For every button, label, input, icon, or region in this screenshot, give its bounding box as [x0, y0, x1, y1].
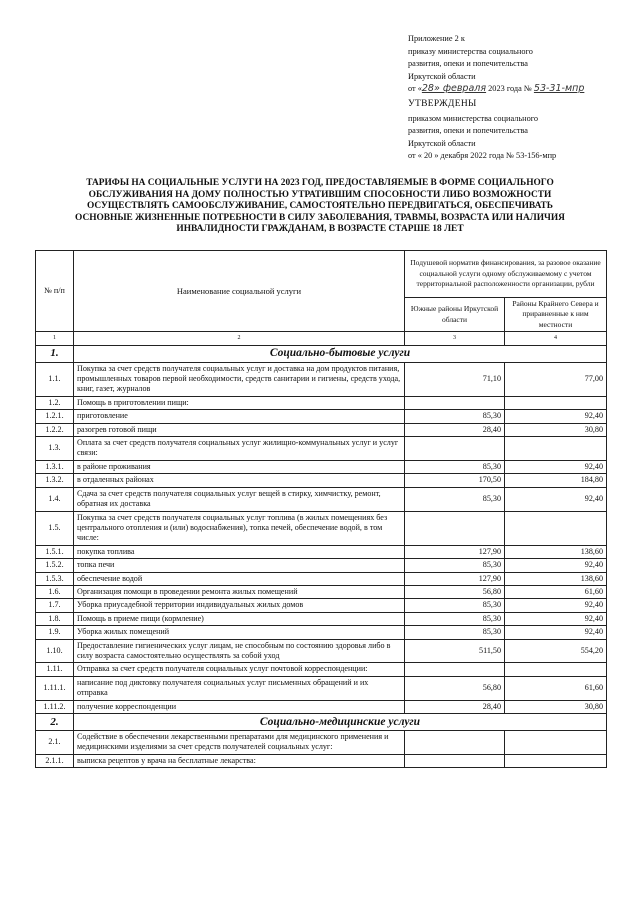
tariff-north	[505, 663, 607, 676]
section-number: 1.	[36, 345, 74, 362]
tariff-north: 554,20	[505, 639, 607, 663]
tariff-north: 92,40	[505, 612, 607, 625]
tariffs-table	[35, 250, 607, 768]
tariff-north	[505, 511, 607, 545]
tariff-south	[405, 437, 505, 461]
tariff-north: 92,40	[505, 487, 607, 511]
table-row	[36, 511, 607, 545]
service-name: получение корреспонденции	[74, 700, 405, 713]
table-row	[36, 437, 607, 461]
column-index: 3	[405, 332, 505, 345]
tariff-south: 28,40	[405, 423, 505, 436]
section-title: Социально-бытовые услуги	[74, 345, 607, 362]
tariff-south: 127,90	[405, 572, 505, 585]
row-number: 1.5.3.	[36, 572, 74, 585]
row-number: 1.5.2.	[36, 559, 74, 572]
service-name: Покупка за счет средств получателя социальных услуг топлива (в жилых помещениях без центрального отопления и (или) водоснабжения), топка печей, обеспечение водой, в том числе:	[74, 511, 405, 545]
approved-line: развития, опеки и попечительства	[408, 126, 528, 136]
appendix-line: развития, опеки и попечительства	[408, 59, 528, 69]
column-index: 4	[505, 332, 607, 345]
tariff-south: 56,80	[405, 676, 505, 700]
tariff-north: 61,60	[505, 676, 607, 700]
row-number: 1.3.2.	[36, 474, 74, 487]
tariff-south: 85,30	[405, 626, 505, 639]
appendix-line: Приложение 2 к	[408, 34, 465, 43]
table-row	[36, 612, 607, 625]
table-row	[36, 474, 607, 487]
header-south: Южные районы Иркутской области	[405, 298, 505, 332]
section-1-rows	[36, 362, 607, 713]
tariff-south: 71,10	[405, 362, 505, 396]
tariff-south: 85,30	[405, 599, 505, 612]
tariff-north: 184,80	[505, 474, 607, 487]
service-name: Предоставление гигиенических услуг лицам, не способным по состоянию здоровья либо в силу возраста самостоятельно осуществлять за собой уход	[74, 639, 405, 663]
service-name: Сдача за счет средств получателя социальных услуг вещей в стирку, химчистку, ремонт, обратная их доставка	[74, 487, 405, 511]
date-prefix: от «	[408, 84, 422, 94]
tariff-north: 61,60	[505, 585, 607, 598]
service-name: покупка топлива	[74, 545, 405, 558]
table-header-row	[36, 251, 607, 298]
tariff-north	[505, 437, 607, 461]
tariff-south	[405, 396, 505, 409]
approved-line: от « 20 » декабря 2022 года № 53-156-мпр	[408, 151, 557, 161]
table-row	[36, 396, 607, 409]
row-number: 1.9.	[36, 626, 74, 639]
section-row	[36, 714, 607, 731]
handwritten-date: 28» февраля	[421, 83, 487, 95]
tariff-south: 28,40	[405, 700, 505, 713]
appendix-line: Иркутской области	[408, 71, 476, 81]
tariff-south: 85,30	[405, 559, 505, 572]
column-index-row	[36, 332, 607, 345]
row-number: 1.11.1.	[36, 676, 74, 700]
tariff-south: 511,50	[405, 639, 505, 663]
table-row	[36, 639, 607, 663]
header-name: Наименование социальной услуги	[74, 251, 405, 332]
tariff-south	[405, 731, 505, 755]
service-name: Оплата за счет средств получателя социальных услуг жилищно-коммунальных услуг и услуг связи:	[74, 437, 405, 461]
row-number: 1.5.1.	[36, 545, 74, 558]
service-name: выписка рецептов у врача на бесплатные лекарства:	[74, 754, 405, 767]
tariff-north: 77,00	[505, 362, 607, 396]
tariff-north	[505, 396, 607, 409]
row-number: 1.5.	[36, 511, 74, 545]
tariff-north: 92,40	[505, 460, 607, 473]
service-name: Помощь в приеме пищи (кормление)	[74, 612, 405, 625]
tariff-south: 127,90	[405, 545, 505, 558]
tariff-north: 92,40	[505, 559, 607, 572]
table-row	[36, 754, 607, 767]
tariff-north: 92,40	[505, 626, 607, 639]
row-number: 1.2.1.	[36, 410, 74, 423]
tariff-south: 85,30	[405, 460, 505, 473]
column-index: 1	[36, 332, 74, 345]
row-number: 1.11.2.	[36, 700, 74, 713]
table-row	[36, 599, 607, 612]
service-name: Помощь в приготовлении пищи:	[74, 396, 405, 409]
table-row	[36, 559, 607, 572]
appendix-line: приказу министерства социального	[408, 46, 533, 56]
tariff-north: 92,40	[505, 410, 607, 423]
approved-line: приказом министерства социального	[408, 113, 539, 123]
service-name: в отдаленных районах	[74, 474, 405, 487]
row-number: 1.8.	[36, 612, 74, 625]
tariff-south: 170,50	[405, 474, 505, 487]
service-name: Уборка жилых помещений	[74, 626, 405, 639]
handwritten-number: 53-31-мпр	[533, 83, 585, 95]
row-number: 1.4.	[36, 487, 74, 511]
table-row	[36, 410, 607, 423]
service-name: в районе проживания	[74, 460, 405, 473]
row-number: 2.1.	[36, 731, 74, 755]
table-row	[36, 663, 607, 676]
header-north: Районы Крайнего Севера и приравненные к ним местности	[505, 298, 607, 332]
row-number: 1.3.1.	[36, 460, 74, 473]
table-row	[36, 676, 607, 700]
service-name: Уборка приусадебной территории индивидуальных жилых домов	[74, 599, 405, 612]
tariff-south: 56,80	[405, 585, 505, 598]
row-number: 1.11.	[36, 663, 74, 676]
header-num: № п/п	[36, 251, 74, 332]
table-row	[36, 362, 607, 396]
approved-line: Иркутской области	[408, 138, 476, 148]
section-row	[36, 345, 607, 362]
tariff-south: 85,30	[405, 612, 505, 625]
header-group: Подушевой норматив финансирования, за разовое оказание социальной услуги одному обслуживаемому с учетом территориальной расположенности организации, рубли	[405, 251, 607, 298]
service-name: написание под диктовку получателя социальных услуг письменных обращений и их отправка	[74, 676, 405, 700]
approved-block	[408, 98, 633, 163]
tariff-south: 85,30	[405, 487, 505, 511]
row-number: 1.10.	[36, 639, 74, 663]
row-number: 1.6.	[36, 585, 74, 598]
row-number: 1.3.	[36, 437, 74, 461]
section-title: Социально-медицинские услуги	[74, 714, 607, 731]
section-number: 2.	[36, 714, 74, 731]
tariff-south	[405, 663, 505, 676]
service-name: топка печи	[74, 559, 405, 572]
row-number: 1.7.	[36, 599, 74, 612]
table-row	[36, 626, 607, 639]
tariff-north: 92,40	[505, 599, 607, 612]
date-year: 2023 года №	[488, 84, 532, 94]
appendix-date-line	[408, 83, 633, 96]
tariff-north	[505, 754, 607, 767]
service-name: Организация помощи в проведении ремонта жилых помещений	[74, 585, 405, 598]
table-row	[36, 700, 607, 713]
tariff-south	[405, 511, 505, 545]
tariff-north: 138,60	[505, 545, 607, 558]
service-name: Отправка за счет средств получателя социальных услуг почтовой корреспонденции:	[74, 663, 405, 676]
service-name: Покупка за счет средств получателя социальных услуг и доставка на дом продуктов питания, промышленных товаров первой необходимости, средств санитарии и гигиены, средств ухода, книг, газет, журналов	[74, 362, 405, 396]
appendix-block	[408, 33, 633, 96]
table-row	[36, 731, 607, 755]
document-title: ТАРИФЫ НА СОЦИАЛЬНЫЕ УСЛУГИ НА 2023 ГОД, ПРЕДОСТАВЛЯЕМЫЕ В ФОРМЕ СОЦИАЛЬНОГО ОБСЛУЖИВАНИЯ НА ДОМУ ПОЛНОСТЬЮ УТРАТИВШИМ СПОСОБНОСТИ ЛИБО ВОЗМОЖНОСТИ ОСУЩЕСТВЛЯТЬ САМООБСЛУЖИВАНИЕ, САМОСТОЯТЕЛЬНО ПЕРЕДВИГАТЬСЯ, ОБЕСПЕЧИВАТЬ ОСНОВНЫЕ ЖИЗНЕННЫЕ ПОТРЕБНОСТИ В СИЛУ ЗАБОЛЕВАНИЯ, ТРАВМЫ, ВОЗРАСТА ИЛИ НАЛИЧИЯ ИНВАЛИДНОСТИ ГРАЖДАНАМ, В ВОЗРАСТЕ СТАРШЕ 18 ЛЕТ	[75, 178, 565, 234]
row-number: 1.1.	[36, 362, 74, 396]
table-row	[36, 545, 607, 558]
service-name: приготовление	[74, 410, 405, 423]
table-row	[36, 585, 607, 598]
table-row	[36, 572, 607, 585]
row-number: 2.1.1.	[36, 754, 74, 767]
tariff-south	[405, 754, 505, 767]
tariff-north	[505, 731, 607, 755]
service-name: Содействие в обеспечении лекарственными препаратами для медицинского применения и медицинскими изделиями за счет средств получателей социальных услуг:	[74, 731, 405, 755]
table-row	[36, 487, 607, 511]
service-name: обеспечение водой	[74, 572, 405, 585]
column-index: 2	[74, 332, 405, 345]
approved-title: УТВЕРЖДЕНЫ	[408, 99, 477, 109]
tariff-north: 30,80	[505, 423, 607, 436]
section-2-rows	[36, 731, 607, 768]
table-row	[36, 423, 607, 436]
tariff-north: 30,80	[505, 700, 607, 713]
table-row	[36, 460, 607, 473]
service-name: разогрев готовой пищи	[74, 423, 405, 436]
tariff-north: 138,60	[505, 572, 607, 585]
row-number: 1.2.2.	[36, 423, 74, 436]
row-number: 1.2.	[36, 396, 74, 409]
tariff-south: 85,30	[405, 410, 505, 423]
